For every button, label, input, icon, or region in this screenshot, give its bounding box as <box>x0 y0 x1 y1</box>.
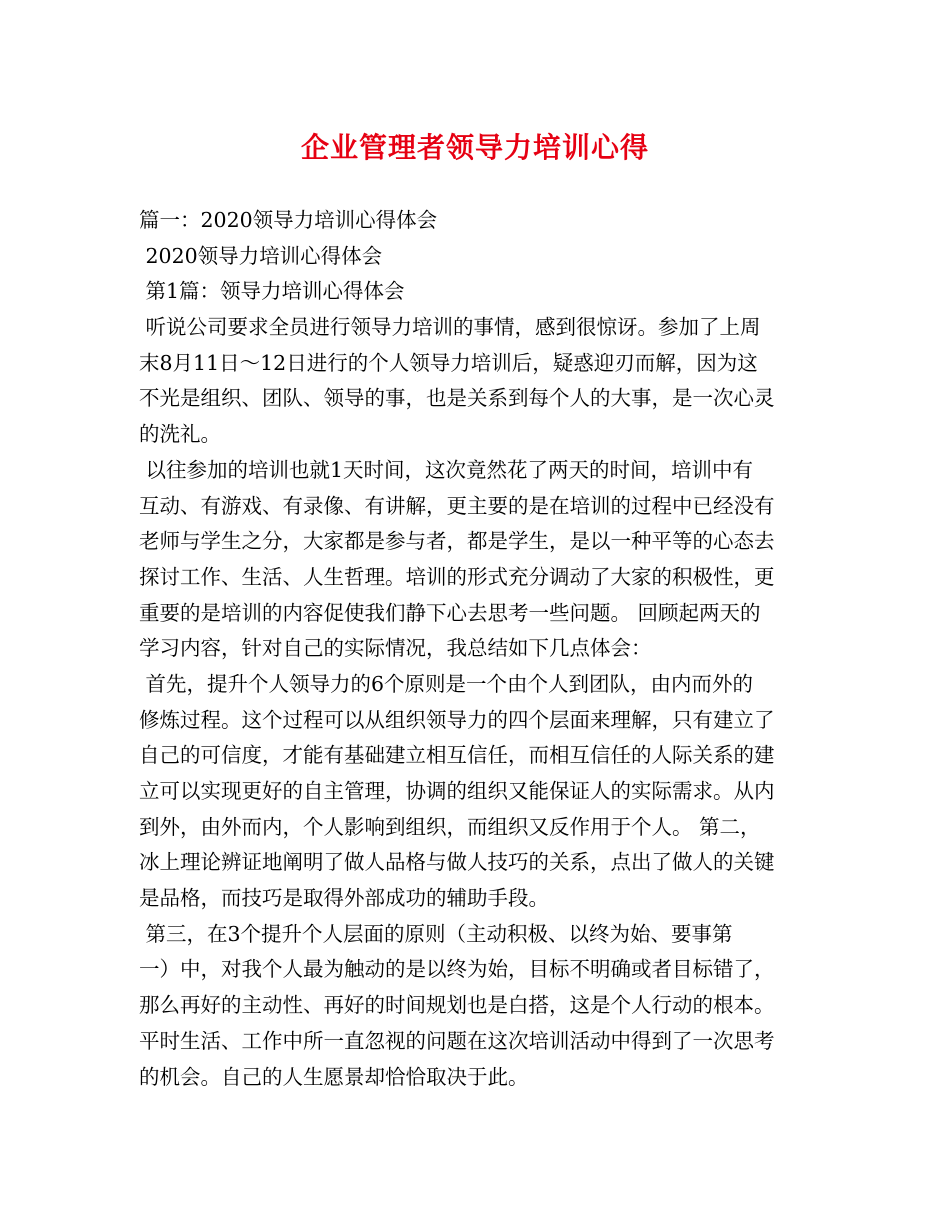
text-line: 平时生活、工作中所一直忽视的问题在这次培训活动中得到了一次思考 <box>139 1028 775 1053</box>
text-line: 第1篇：领导力培训心得体会 <box>139 279 405 304</box>
text-line: 到外，由外而内，个人影响到组织，而组织又反作用于个人。 第二， <box>139 814 761 839</box>
text-line: 的洗礼。 <box>139 422 221 447</box>
text-line: 以往参加的培训也就1天时间，这次竟然花了两天的时间，培训中有 <box>139 457 754 482</box>
text-line: 2020领导力培训心得体会 <box>139 243 383 268</box>
text-line: 重要的是培训的内容促使我们静下心去思考一些问题。 回顾起两天的 <box>139 600 761 625</box>
text-line: 互动、有游戏、有录像、有讲解，更主要的是在培训的过程中已经没有 <box>139 493 775 518</box>
document-title: 企业管理者领导力培训心得 <box>300 131 649 164</box>
text-line: 不光是组织、团队、领导的事，也是关系到每个人的大事，是一次心灵 <box>139 386 775 411</box>
text-line: 是品格，而技巧是取得外部成功的辅助手段。 <box>139 886 549 911</box>
text-line: 立可以实现更好的自主管理，协调的组织又能保证人的实际需求。从内 <box>139 779 775 803</box>
text-line: 探讨工作、生活、人生哲理。培训的形式充分调动了大家的积极性，更 <box>139 564 775 589</box>
text-line: 自己的可信度，才能有基础建立相互信任，而相互信任的人际关系的建 <box>139 743 775 768</box>
text-line: 修炼过程。这个过程可以从组织领导力的四个层面来理解，只有建立了 <box>139 707 775 732</box>
text-line: 学习内容，针对自己的实际情况，我总结如下几点体会： <box>139 636 652 661</box>
text-line: 冰上理论辨证地阐明了做人品格与做人技巧的关系，点出了做人的关键 <box>139 850 775 875</box>
text-line: 老师与学生之分，大家都是参与者，都是学生，是以一种平等的心态去 <box>139 529 775 554</box>
text-line: 首先，提升个人领导力的6个原则是一个由个人到团队，由内而外的 <box>139 671 754 696</box>
text-line: 听说公司要求全员进行领导力培训的事情，感到很惊讶。参加了上周 <box>139 315 761 340</box>
text-line: 末8月11日～12日进行的个人领导力培训后，疑惑迎刃而解，因为这 <box>139 350 758 375</box>
document-body <box>139 203 811 1095</box>
text-line: 那么再好的主动性、再好的时间规划也是白搭，这是个人行动的根本。 <box>139 993 775 1018</box>
text-line: 篇一：2020领导力培训心得体会 <box>139 208 438 232</box>
text-line: 第三，在3个提升个人层面的原则（主动积极、以终为始、要事第 <box>139 921 733 946</box>
text-line: 的机会。自己的人生愿景却恰恰取决于此。 <box>139 1064 529 1089</box>
text-line: 一）中，对我个人最为触动的是以终为始，目标不明确或者目标错了， <box>139 957 775 982</box>
